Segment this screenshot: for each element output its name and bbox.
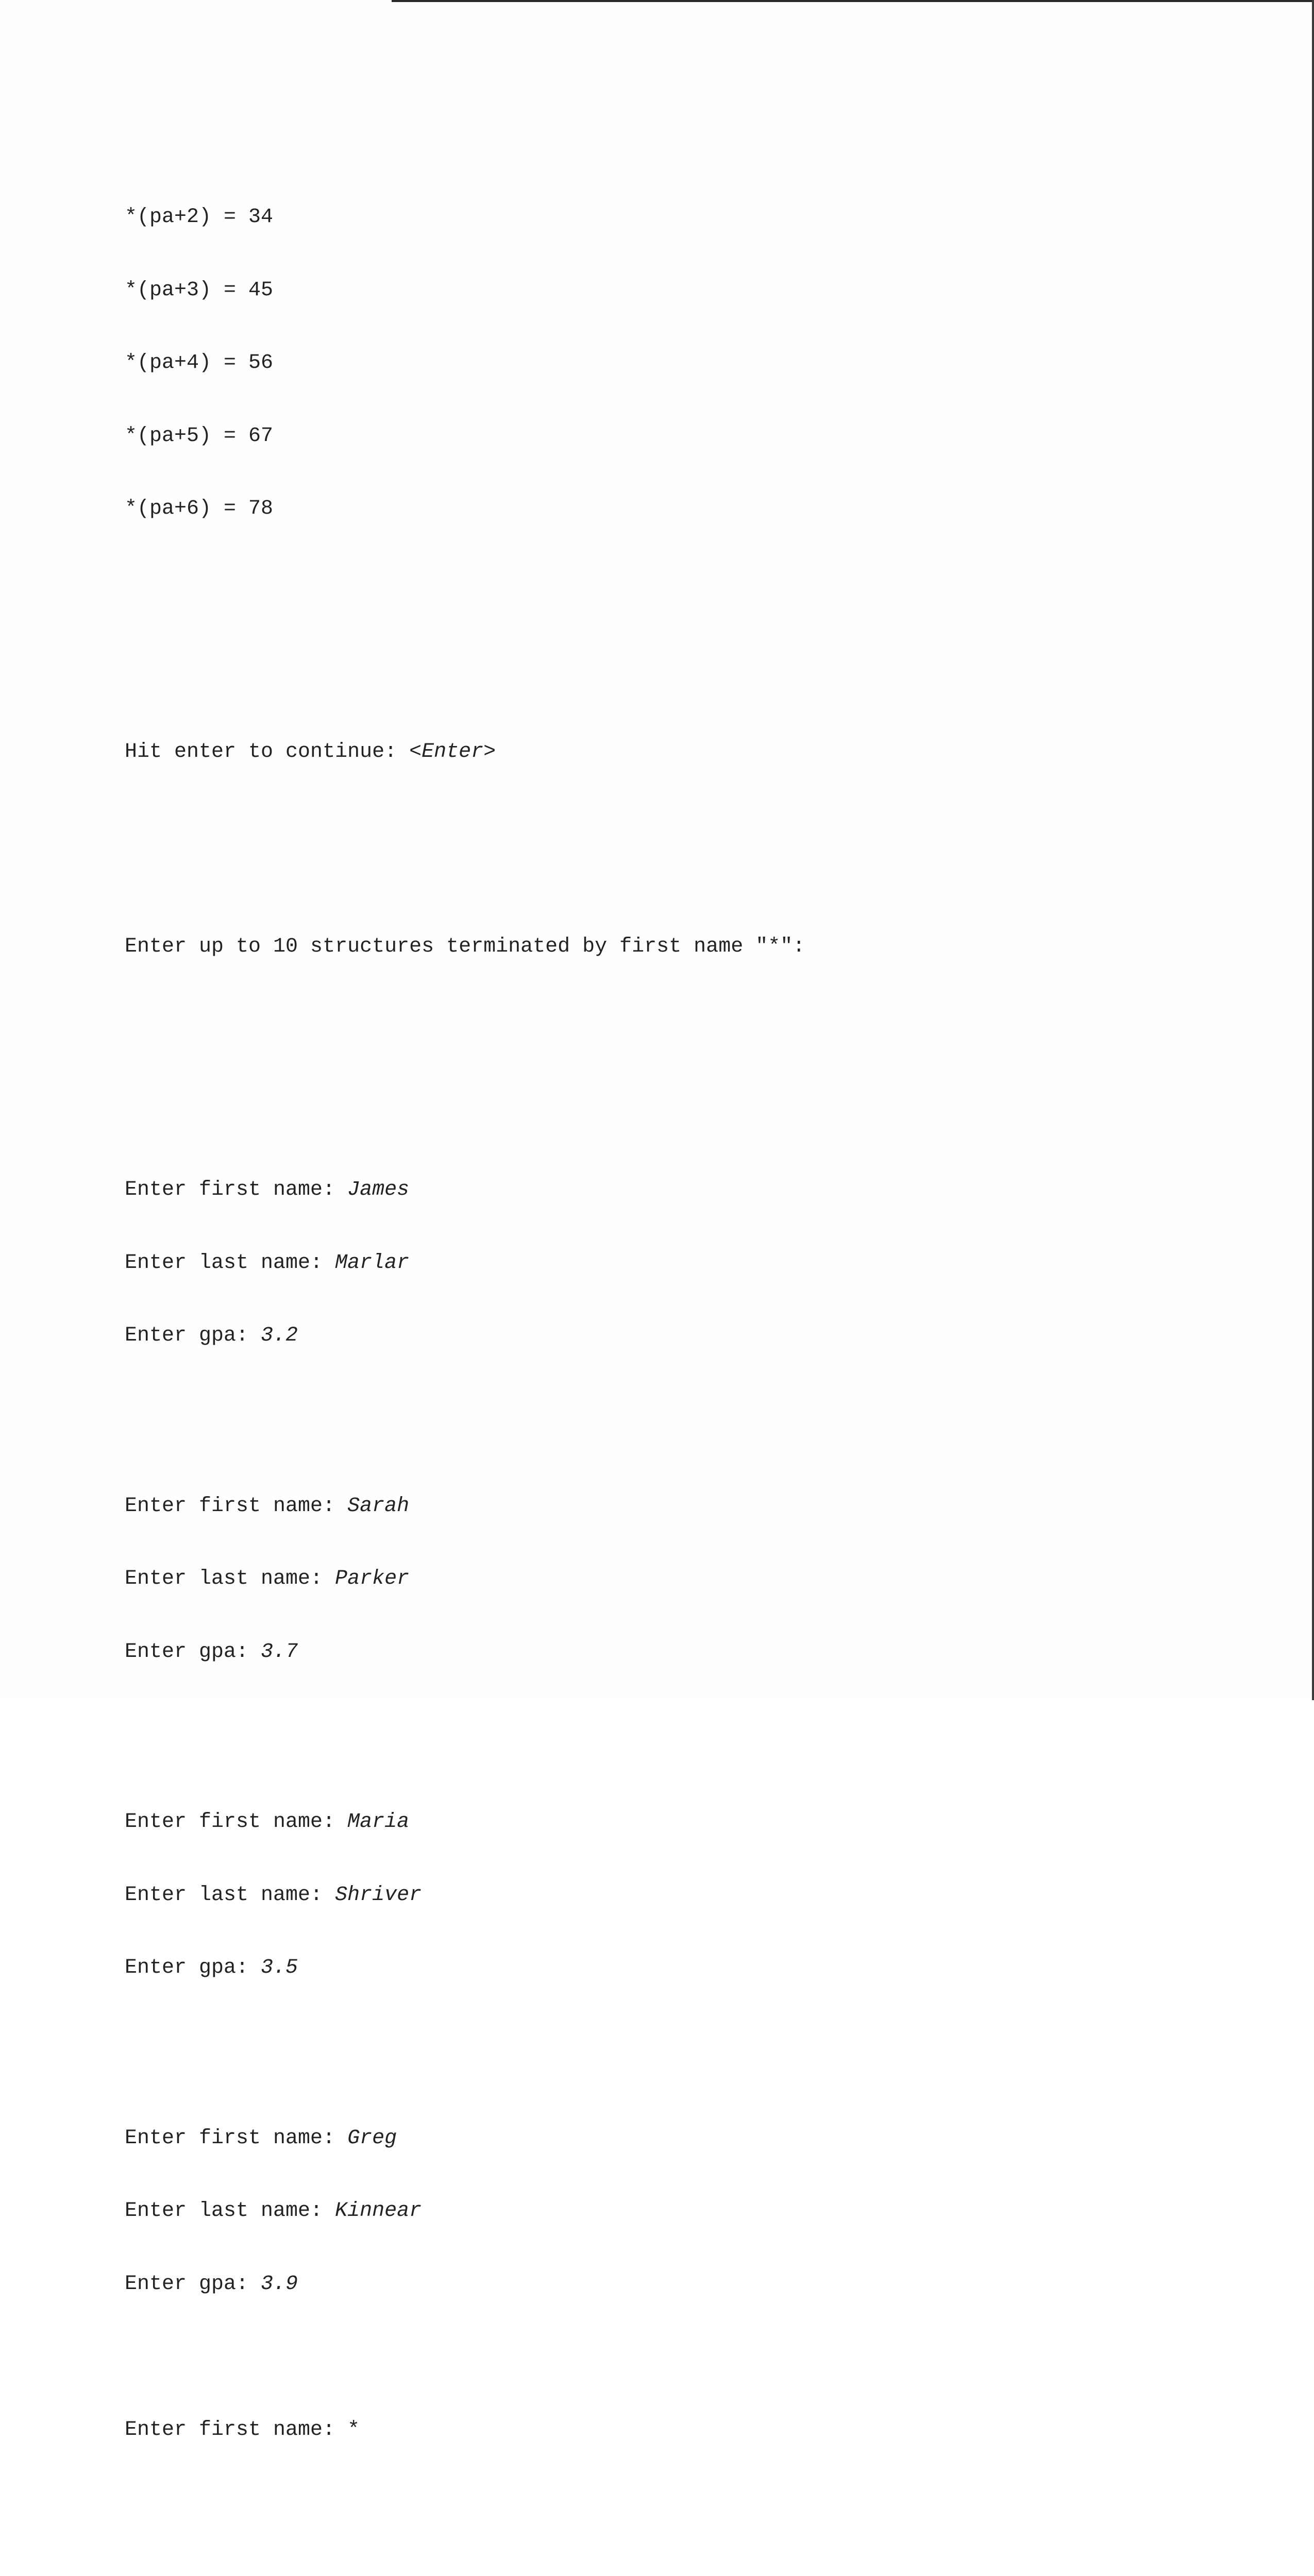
prompt-text: Enter gpa:	[125, 1956, 261, 1980]
pointer-expr: *(pa+4)	[125, 351, 212, 375]
prompt-text: Enter first name:	[125, 1494, 348, 1518]
entry-block	[125, 2077, 1258, 2345]
prompt-text: Enter last name:	[125, 1567, 335, 1591]
user-input: Marlar	[335, 1251, 410, 1275]
entry-block	[125, 1445, 1258, 1713]
pointer-value: 45	[248, 278, 274, 302]
terminator-line	[125, 2418, 1258, 2442]
pointer-expr: *(pa+5)	[125, 424, 212, 448]
gpa-line	[125, 2272, 1258, 2296]
pointer-value: 34	[248, 206, 274, 229]
last-name-line	[125, 1251, 1258, 1275]
user-input: 3.7	[261, 1640, 298, 1664]
first-name-line	[125, 2126, 1258, 2150]
last-name-line	[125, 1567, 1258, 1591]
prompt-text: Enter first name:	[125, 2126, 348, 2150]
pointer-line: *(pa+4) = 56	[125, 351, 274, 375]
blank-line	[125, 2515, 1258, 2539]
prompt-text: Enter gpa:	[125, 1324, 261, 1348]
gpa-line	[125, 1640, 1258, 1664]
user-input: <Enter>	[409, 740, 496, 764]
user-input: 3.9	[261, 2272, 298, 2296]
continue-prompt	[125, 740, 1258, 764]
prompt-text: Enter first name:	[125, 1810, 348, 1834]
gpa-line	[125, 1324, 1258, 1348]
entry-block	[125, 1129, 1258, 1397]
structures-prompt: Enter up to 10 structures terminated by first name "*":	[125, 935, 805, 958]
prompt-text: Enter gpa:	[125, 2272, 261, 2296]
user-input: Maria	[347, 1810, 410, 1834]
scan-edge-right	[1312, 0, 1314, 1700]
blank-line	[125, 837, 1258, 861]
prompt-text: Enter gpa:	[125, 1640, 261, 1664]
first-name-line	[125, 1494, 1258, 1518]
pointer-line: *(pa+2) = 34	[125, 206, 274, 229]
pointer-value: 67	[248, 424, 274, 448]
prompt-text: Enter last name:	[125, 2199, 335, 2223]
prompt-text: Hit enter to continue:	[125, 740, 410, 764]
pointer-output-block	[125, 157, 1258, 570]
pointer-line: *(pa+6) = 78	[125, 497, 274, 521]
pointer-value: 56	[248, 351, 274, 375]
blank-line	[125, 643, 1258, 667]
pointer-expr: *(pa+3)	[125, 278, 212, 302]
prompt-text: Enter first name:	[125, 2418, 348, 2442]
user-input: Shriver	[335, 1883, 422, 1907]
console-output	[125, 83, 1258, 2576]
user-input: *	[347, 2418, 360, 2442]
entry-block	[125, 1761, 1258, 2029]
prompt-text: Enter last name:	[125, 1883, 335, 1907]
blank-line	[125, 1032, 1258, 1056]
last-name-line	[125, 2199, 1258, 2223]
prompt-text: Enter first name:	[125, 1178, 348, 1201]
pointer-line: *(pa+5) = 67	[125, 424, 274, 448]
user-input: Sarah	[347, 1494, 410, 1518]
pointer-expr: *(pa+6)	[125, 497, 212, 521]
last-name-line	[125, 1883, 1258, 1907]
prompt-text: Enter last name:	[125, 1251, 335, 1275]
scan-edge-top	[392, 0, 1314, 2]
user-input: 3.5	[261, 1956, 298, 1980]
first-name-line	[125, 1178, 1258, 1202]
user-input: 3.2	[261, 1324, 298, 1348]
user-input: Kinnear	[335, 2199, 422, 2223]
pointer-expr: *(pa+2)	[125, 206, 212, 229]
user-input: Greg	[347, 2126, 397, 2150]
gpa-line	[125, 1956, 1258, 1980]
pointer-value: 78	[248, 497, 274, 521]
user-input: Parker	[335, 1567, 410, 1591]
user-input: James	[347, 1178, 410, 1201]
first-name-line	[125, 1810, 1258, 1834]
pointer-line: *(pa+3) = 45	[125, 278, 274, 302]
